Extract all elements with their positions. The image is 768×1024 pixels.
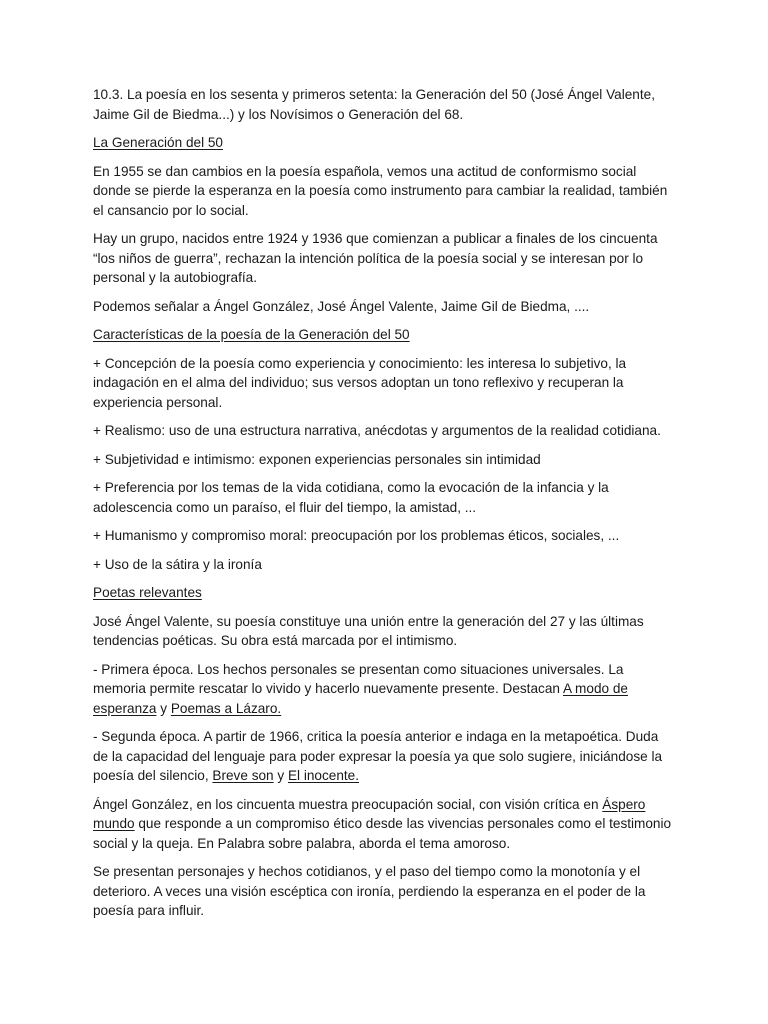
paragraph-closing: Se presentan personajes y hechos cotidianos, y el paso del tiempo como la monotonía y el deterioro. A veces una visión escéptica con ironía, perdiendo la esperanza en el poder de la poesía para influir. (93, 864, 646, 918)
bullet-item: + Humanismo y compromiso moral: preocupación por los problemas éticos, sociales, ... (93, 528, 620, 543)
bullet-item: + Uso de la sátira y la ironía (93, 556, 262, 572)
work-title: Áspero mundo (93, 796, 646, 831)
work-title: A modo de esperanza (93, 681, 628, 716)
paragraph-valente: José Ángel Valente, su poesía constituye una unión entre la generación del 27 y las últimas tendencias poéticas. Su obra está marcada por el intimismo. (93, 613, 644, 648)
paragraph: Hay un grupo, nacidos entre 1924 y 1936 que comienzan a publicar a finales de los cincuenta “los niños de guerra”, rechazan la intención política de la poesía social y se interesan por lo personal y la autobiografía. (93, 231, 658, 285)
paragraph: En 1955 se dan cambios en la poesía española, vemos una actitud de conformismo social donde se pierde la esperanza en la poesía como instrumento para cambiar la realidad, también el cansancio por lo social. (93, 163, 668, 218)
bullet-item: + Realismo: uso de una estructura narrativa, anécdotas y argumentos de la realidad cotidiana. (93, 423, 661, 438)
bullet-item: + Concepción de la poesía como experiencia y conocimiento: les interesa lo subjetivo, la indagación en el alma del individuo; sus versos adoptan un tono reflexivo y recuperan la experiencia personal. (93, 355, 627, 410)
paragraph-primera-epoca (93, 660, 676, 719)
conjunction: y (156, 700, 171, 716)
section-heading-caracteristicas: Características de la poesía de la Generación del 50 (93, 327, 410, 342)
work-title: Breve son (212, 768, 274, 783)
work-title: El inocente. (287, 768, 360, 783)
section-heading-poetas: Poetas relevantes (93, 585, 202, 600)
paragraph: Podemos señalar a Ángel González, José Ángel Valente, Jaime Gil de Biedma, .... (93, 298, 590, 314)
conjunction: y (273, 768, 288, 783)
document-title: 10.3. La poesía en los sesenta y primeros setenta: la Generación del 50 (José Ángel Valente, Jaime Gil de Biedma...) y los Novísimos o Generación del 68. (93, 87, 655, 122)
paragraph-segunda-epoca (93, 727, 676, 786)
bullet-item: + Subjetividad e intimismo: exponen experiencias personales sin intimidad (93, 451, 541, 467)
epoch-text: - Segunda época. A partir de 1966, critica la poesía anterior e indaga en la metapoética. Duda de la capacidad del lenguaje para poder expresar la poesía ya que solo sugiere, iniciándose la poesía del silencio, (93, 729, 663, 783)
gonzalez-text: que responde a un compromiso ético desde las vivencias personales como el testimonio social y la queja. En Palabra sobre palabra, aborda el tema amoroso. (93, 816, 672, 851)
paragraph-gonzalez (93, 795, 676, 854)
bullet-item: + Preferencia por los temas de la vida cotidiana, como la evocación de la infancia y la adolescencia como un paraíso, el fluir del tiempo, la amistad, ... (93, 480, 609, 515)
epoch-text: - Primera época. Los hechos personales se presentan como situaciones universales. La memoria permite rescatar lo vivido y hacerlo nuevamente presente. Destacan (93, 661, 624, 696)
section-heading-generacion-50: La Generación del 50 (93, 135, 223, 150)
work-title: Poemas a Lázaro. (170, 700, 282, 716)
gonzalez-text: Ángel González, en los cincuenta muestra preocupación social, con visión crítica en (93, 796, 603, 812)
